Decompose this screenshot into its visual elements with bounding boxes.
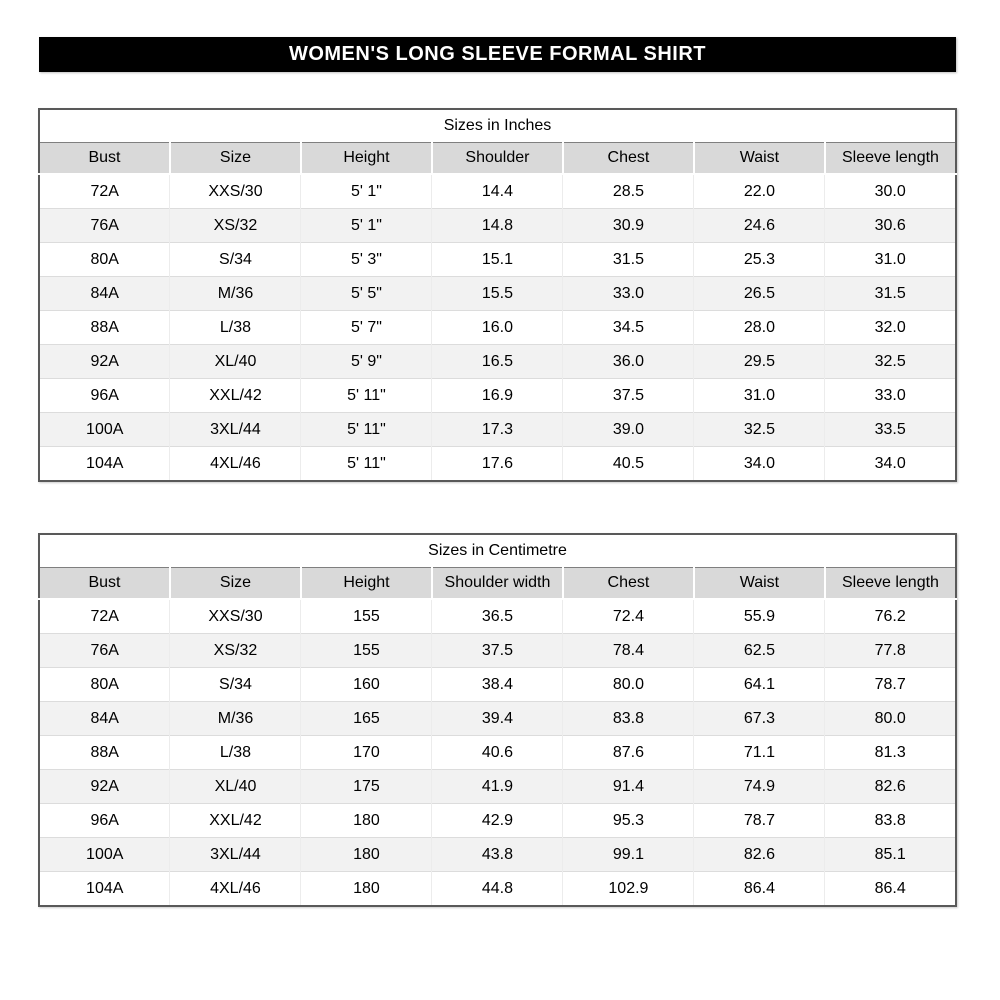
table-cell: 64.1 [694,668,825,702]
table-cell: 16.5 [432,345,563,379]
table-cell: 83.8 [563,702,694,736]
table-cell: 31.0 [825,243,956,277]
table-cell: 22.0 [694,174,825,209]
product-title: WOMEN'S LONG SLEEVE FORMAL SHIRT [288,43,707,65]
table-cell: 39.0 [563,413,694,447]
table-cell: 100A [39,838,170,872]
column-header: Sleeve length [825,568,956,600]
table-cell: 5' 3" [301,243,432,277]
column-header: Shoulder width [432,568,563,600]
table-header-row [39,143,956,175]
table-cell: 81.3 [825,736,956,770]
table-cell: 78.7 [694,804,825,838]
column-header: Height [301,568,432,600]
table-cell: 78.7 [825,668,956,702]
table-cell: 30.6 [825,209,956,243]
table-cell: 40.5 [563,447,694,482]
sizes-in-inches-table [38,108,957,482]
table-cell: XL/40 [170,345,301,379]
table-row [39,447,956,482]
table-cell: 4XL/46 [170,447,301,482]
table-cell: 84A [39,702,170,736]
table-row [39,379,956,413]
table-cell: 34.5 [563,311,694,345]
table-cell: 36.5 [432,599,563,634]
table-cell: 32.0 [825,311,956,345]
table-cell: 24.6 [694,209,825,243]
table-cell: 34.0 [694,447,825,482]
table-cell: 25.3 [694,243,825,277]
table-cell: 55.9 [694,599,825,634]
table-row [39,174,956,209]
table-cell: 82.6 [694,838,825,872]
table-row [39,345,956,379]
table-cell: 14.4 [432,174,563,209]
table-cell: 5' 11" [301,413,432,447]
column-header: Size [170,568,301,600]
table-cell: S/34 [170,668,301,702]
sizes-in-centimetre-table [38,533,957,907]
table-cell: 96A [39,379,170,413]
column-header: Bust [39,143,170,175]
table-cell: 85.1 [825,838,956,872]
table-cell: 165 [301,702,432,736]
table-title: Sizes in Centimetre [39,534,956,568]
table-cell: 72A [39,599,170,634]
table-cell: 15.1 [432,243,563,277]
table-cell: 34.0 [825,447,956,482]
table-title-row [39,534,956,568]
table-cell: 28.0 [694,311,825,345]
table-row [39,634,956,668]
table-cell: 31.5 [563,243,694,277]
table-row [39,311,956,345]
table-cell: 42.9 [432,804,563,838]
table-cell: 30.0 [825,174,956,209]
table-row [39,736,956,770]
table-cell: 80.0 [563,668,694,702]
table-row [39,872,956,907]
table-cell: 31.0 [694,379,825,413]
table-cell: 74.9 [694,770,825,804]
table-row [39,838,956,872]
table-cell: XS/32 [170,634,301,668]
table-cell: 5' 1" [301,174,432,209]
table-cell: 33.5 [825,413,956,447]
table-cell: 96A [39,804,170,838]
table-cell: L/38 [170,736,301,770]
table-row [39,804,956,838]
table-cell: 83.8 [825,804,956,838]
table-cell: 76.2 [825,599,956,634]
table-cell: 32.5 [694,413,825,447]
table-header-row [39,568,956,600]
table-cell: 31.5 [825,277,956,311]
table-cell: 86.4 [825,872,956,907]
table-cell: 41.9 [432,770,563,804]
table-cell: 155 [301,599,432,634]
table-cell: M/36 [170,702,301,736]
table-cell: 44.8 [432,872,563,907]
table-cell: 99.1 [563,838,694,872]
table-cell: L/38 [170,311,301,345]
table-row [39,702,956,736]
table-cell: 3XL/44 [170,838,301,872]
table-cell: 80A [39,243,170,277]
table-cell: 16.0 [432,311,563,345]
table-cell: 180 [301,804,432,838]
table-cell: 180 [301,838,432,872]
table-cell: 100A [39,413,170,447]
table-cell: 37.5 [563,379,694,413]
table-cell: M/36 [170,277,301,311]
table-cell: 5' 11" [301,379,432,413]
table-cell: 88A [39,311,170,345]
table-cell: 4XL/46 [170,872,301,907]
table-cell: XXS/30 [170,174,301,209]
table-cell: 5' 5" [301,277,432,311]
table-cell: 67.3 [694,702,825,736]
table-cell: 62.5 [694,634,825,668]
table-cell: 72.4 [563,599,694,634]
table-cell: 92A [39,345,170,379]
table-cell: 17.3 [432,413,563,447]
table-cell: 95.3 [563,804,694,838]
table-cell: 3XL/44 [170,413,301,447]
table-cell: S/34 [170,243,301,277]
table-cell: 26.5 [694,277,825,311]
table-cell: XXS/30 [170,599,301,634]
column-header: Chest [563,143,694,175]
column-header: Size [170,143,301,175]
table-cell: 5' 7" [301,311,432,345]
table-title-row [39,109,956,143]
table-cell: 91.4 [563,770,694,804]
table-cell: 5' 1" [301,209,432,243]
column-header: Height [301,143,432,175]
table-cell: 38.4 [432,668,563,702]
table-row [39,413,956,447]
table-cell: 175 [301,770,432,804]
table-cell: 88A [39,736,170,770]
table-row [39,277,956,311]
table-cell: 76A [39,209,170,243]
table-cell: XL/40 [170,770,301,804]
column-header: Waist [694,568,825,600]
table-cell: 155 [301,634,432,668]
table-cell: 17.6 [432,447,563,482]
table-cell: 170 [301,736,432,770]
table-cell: 71.1 [694,736,825,770]
table-cell: 160 [301,668,432,702]
table-cell: 72A [39,174,170,209]
table-cell: 37.5 [432,634,563,668]
table-cell: 77.8 [825,634,956,668]
column-header: Chest [563,568,694,600]
table-cell: 39.4 [432,702,563,736]
table-row [39,668,956,702]
table-cell: 28.5 [563,174,694,209]
table-cell: XS/32 [170,209,301,243]
column-header: Bust [39,568,170,600]
table-cell: 104A [39,447,170,482]
table-title: Sizes in Inches [39,109,956,143]
table-cell: 40.6 [432,736,563,770]
table-cell: 33.0 [563,277,694,311]
table-cell: 104A [39,872,170,907]
table-cell: 30.9 [563,209,694,243]
table-cell: 33.0 [825,379,956,413]
table-cell: 82.6 [825,770,956,804]
table-cell: 102.9 [563,872,694,907]
table-cell: 84A [39,277,170,311]
table-row [39,770,956,804]
table-cell: 32.5 [825,345,956,379]
product-title-banner [39,37,956,72]
table-cell: 43.8 [432,838,563,872]
table-cell: 36.0 [563,345,694,379]
table-body [39,599,956,906]
column-header: Sleeve length [825,143,956,175]
table-body [39,174,956,481]
table-cell: 76A [39,634,170,668]
table-cell: 180 [301,872,432,907]
table-cell: 5' 11" [301,447,432,482]
table-cell: 80A [39,668,170,702]
column-header: Shoulder [432,143,563,175]
table-cell: 78.4 [563,634,694,668]
table-cell: 16.9 [432,379,563,413]
table-cell: 87.6 [563,736,694,770]
table-cell: 86.4 [694,872,825,907]
table-row [39,599,956,634]
table-cell: XXL/42 [170,379,301,413]
table-cell: 80.0 [825,702,956,736]
table-cell: 15.5 [432,277,563,311]
column-header: Waist [694,143,825,175]
table-cell: XXL/42 [170,804,301,838]
table-cell: 29.5 [694,345,825,379]
table-row [39,209,956,243]
table-cell: 5' 9" [301,345,432,379]
table-row [39,243,956,277]
table-cell: 92A [39,770,170,804]
table-cell: 14.8 [432,209,563,243]
